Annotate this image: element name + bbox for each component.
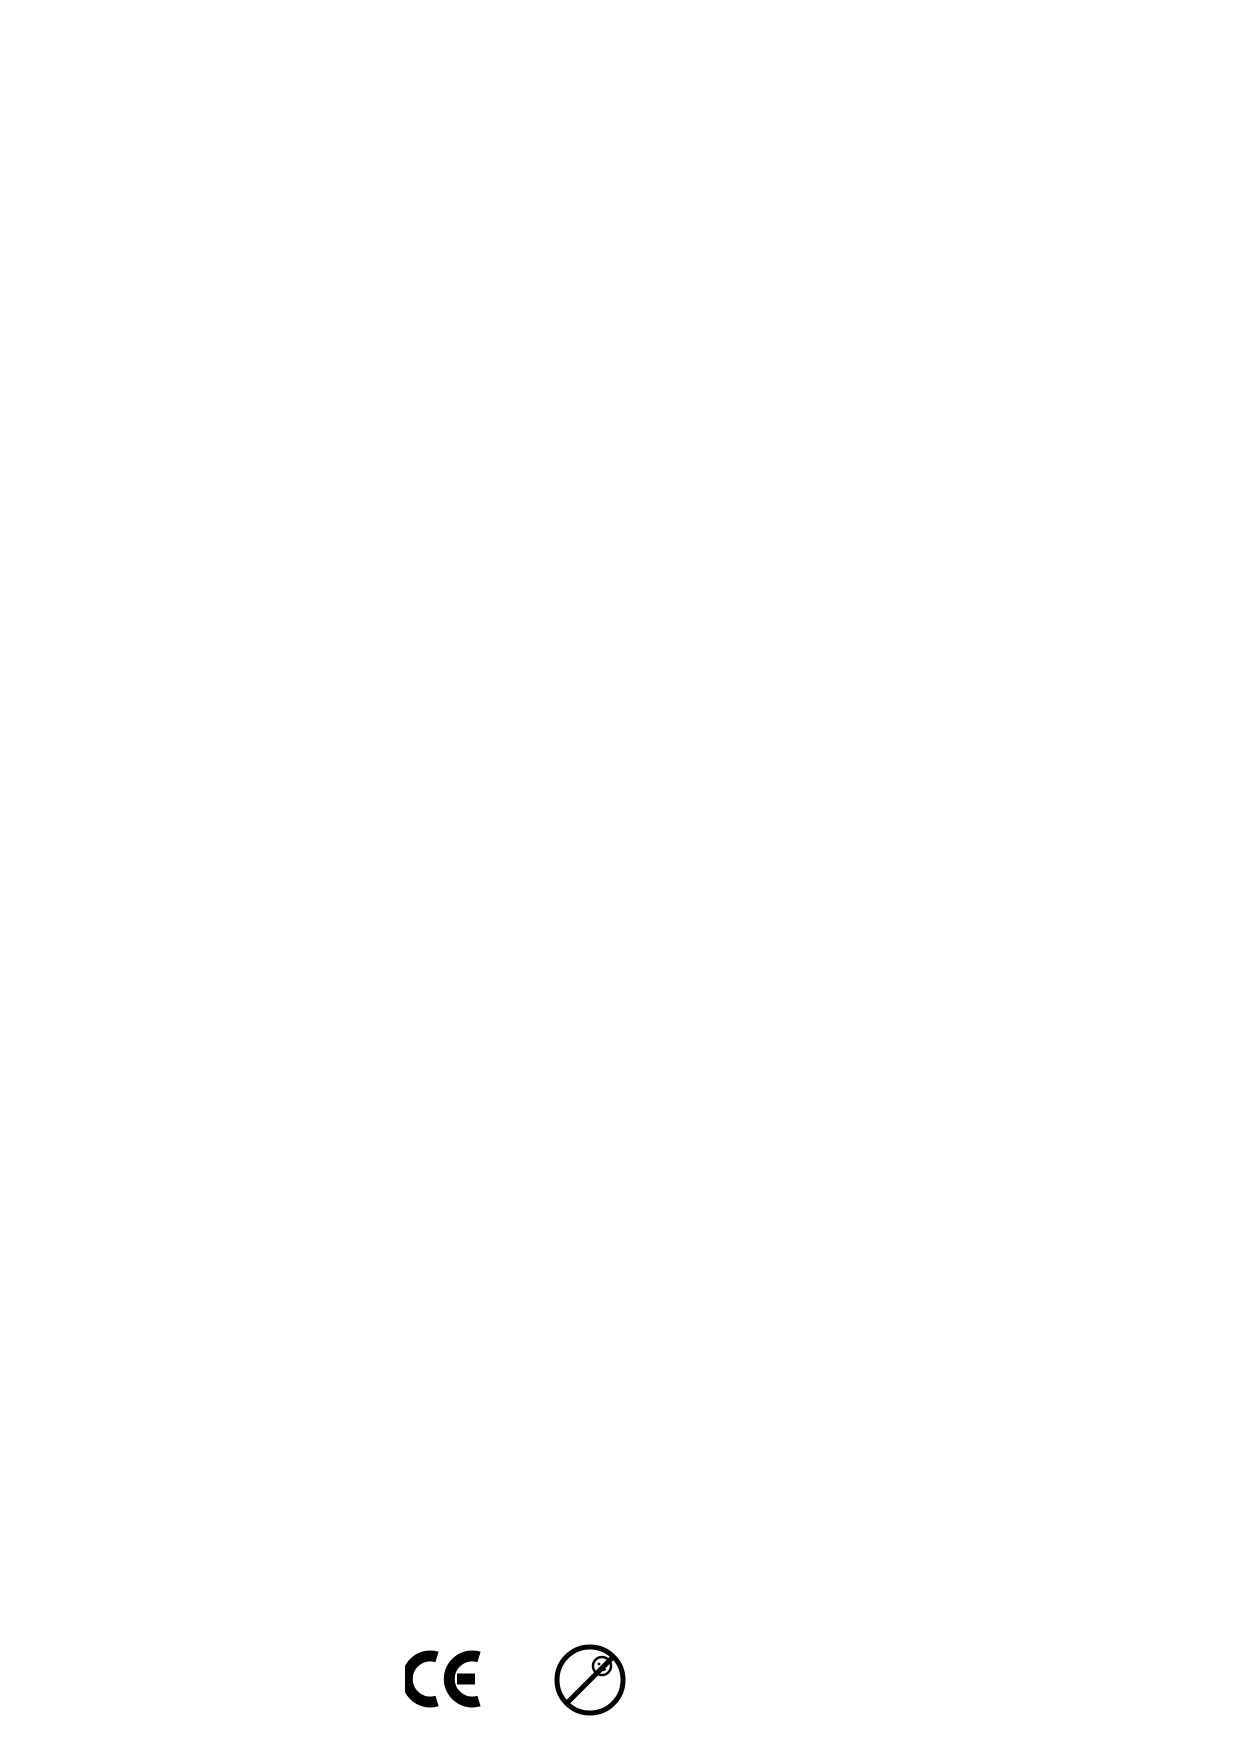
age-warning-0-3-icon [552,1642,628,1718]
barcode-bars [392,1556,642,1646]
ce-mark-icon [405,1650,483,1708]
barcode [392,1556,642,1650]
